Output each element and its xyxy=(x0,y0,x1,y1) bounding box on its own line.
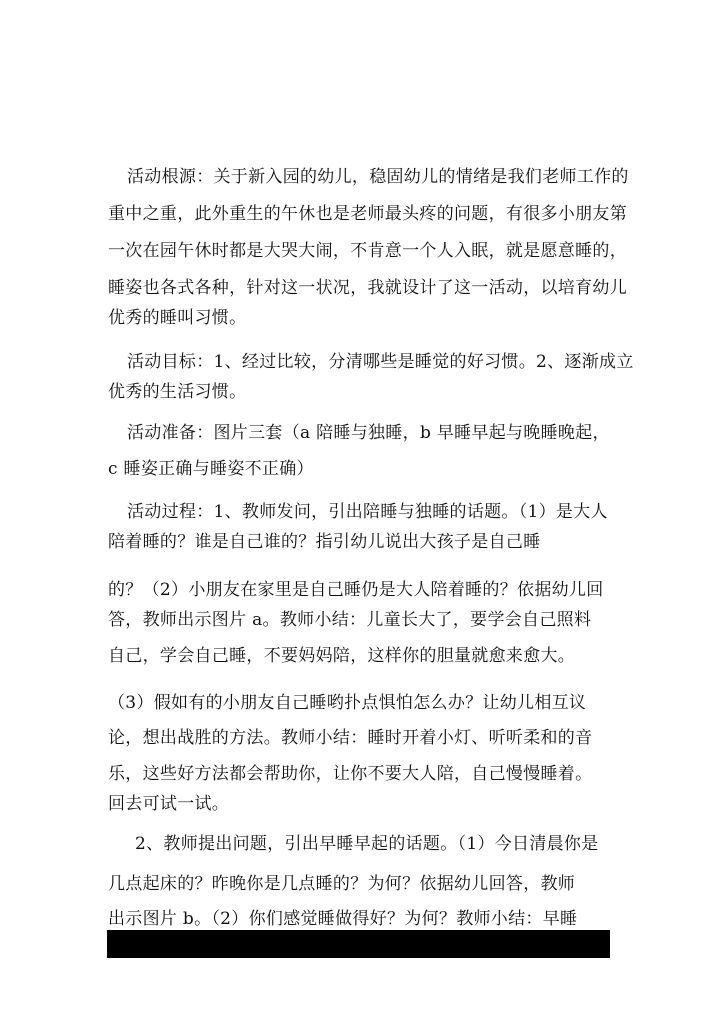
text-line: 出示图片 b。（2）你们感觉睡做得好？为何？教师小结：早睡 xyxy=(108,909,578,929)
text-line: 几点起床的？昨晚你是几点睡的？为何？依据幼儿回答，教师 xyxy=(108,874,576,894)
text-line: 活动过程：1、教师发问，引出陪睡与独睡的话题。（1）是大人 xyxy=(127,502,608,522)
redaction-bar xyxy=(107,930,610,958)
text-line: 的？（2）小朋友在家里是自己睡仍是大人陪着睡的？依据幼儿回 xyxy=(108,580,604,600)
text-line: 重中之重，此外重生的午休也是老师最头疼的问题，有很多小朋友第 xyxy=(108,204,627,224)
text-line: 优秀的睡叫习惯。 xyxy=(108,308,247,328)
text-line: 活动根源：关于新入园的幼儿，稳固幼儿的情绪是我们老师工作的 xyxy=(127,167,629,187)
text-line: 陪着睡的？谁是自己谁的？指引幼儿说出大孩子是自己睡 xyxy=(108,532,541,552)
text-line: 乐，这些好方法都会帮助你，让你不要大人陪，自己慢慢睡着。 xyxy=(108,764,593,784)
text-line: 活动目标：1、经过比较，分清哪些是睡觉的好习惯。2、逐渐成立 xyxy=(127,352,634,372)
text-line: 自己，学会自己睡，不要妈妈陪，这样你的胆量就愈来愈大。 xyxy=(108,646,576,666)
text-line: 回去可试一试。 xyxy=(108,794,230,814)
text-line: 睡姿也各式各种，针对这一状况，我就设计了这一活动，以培育幼儿 xyxy=(108,278,627,298)
text-line: 2、教师提出问题，引出早睡早起的话题。（1）今日清晨你是 xyxy=(135,834,599,854)
text-line: （3）假如有的小朋友自己睡哟扑点惧怕怎么办？让幼儿相互议 xyxy=(108,693,587,713)
text-line: 一次在园午休时都是大哭大闹，不肯意一个人入眠，就是愿意睡的， xyxy=(108,241,627,261)
text-line: 答，教师出示图片 a。教师小结：儿童长大了，要学会自己照料 xyxy=(108,610,592,630)
text-line: 论，想出战胜的方法。教师小结：睡时开着小灯、听听柔和的音 xyxy=(108,728,593,748)
text-line: 活动准备：图片三套（a 陪睡与独睡，b 早睡早起与晚睡晚起， xyxy=(127,423,610,443)
text-line: c 睡姿正确与睡姿不正确） xyxy=(108,459,314,479)
text-line: 优秀的生活习惯。 xyxy=(108,382,247,402)
